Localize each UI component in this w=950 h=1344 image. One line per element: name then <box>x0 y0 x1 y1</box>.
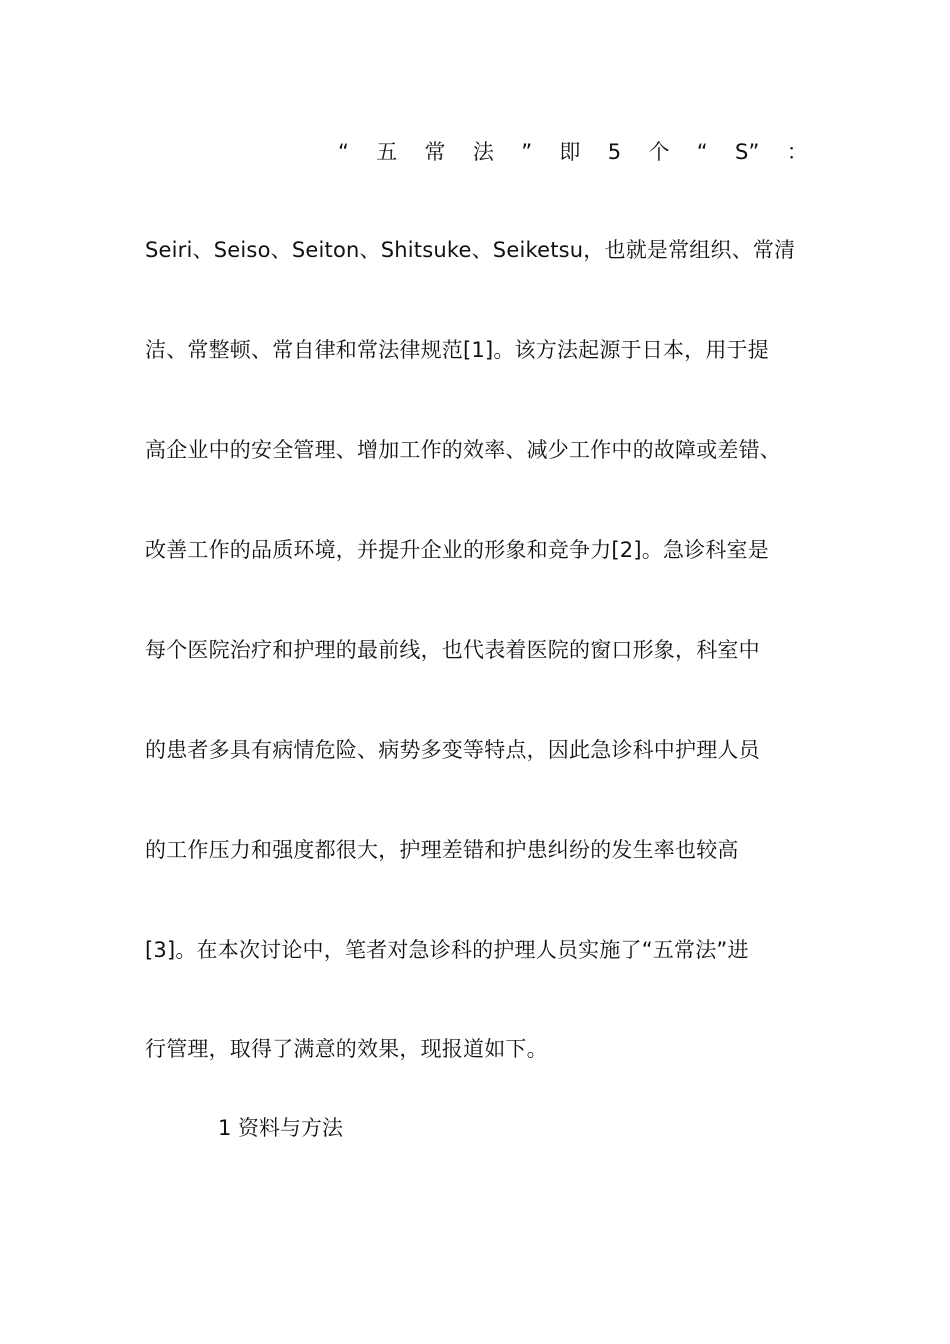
paragraph-line: 每个医院治疗和护理的最前线，也代表着医院的窗口形象，科室中 <box>145 638 760 662</box>
intro-token: 五 <box>376 140 398 164</box>
intro-token: 个 <box>648 140 670 164</box>
paragraph-line: [3]。在本次讨论中，笔者对急诊科的护理人员实施了“五常法”进 <box>145 938 749 962</box>
intro-token: 法 <box>472 140 495 164</box>
paragraph-line: 的工作压力和强度都很大，护理差错和护患纠纷的发生率也较高 <box>145 838 739 862</box>
paragraph-line: 的患者多具有病情危险、病势多变等特点，因此急诊科中护理人员 <box>145 738 760 762</box>
paragraph-line: 行管理，取得了满意的效果，现报道如下。 <box>145 1037 548 1061</box>
intro-token: 即 <box>559 140 581 164</box>
intro-line <box>338 137 808 167</box>
intro-token: S” <box>734 140 760 164</box>
section-heading: 1 资料与方法 <box>218 1116 344 1140</box>
paragraph-line: Seiri、Seiso、Seiton、Shitsuke、Seiketsu，也就是常组织、常清 <box>145 238 796 262</box>
paragraph-line: 改善工作的品质环境，并提升企业的形象和竞争力[2]。急诊科室是 <box>145 538 769 562</box>
intro-token: “ <box>696 140 708 164</box>
intro-token: ” <box>521 140 533 164</box>
paragraph-line: 高企业中的安全管理、增加工作的效率、减少工作中的故障或差错、 <box>145 438 781 462</box>
intro-token: “ <box>338 140 350 164</box>
intro-token: 常 <box>424 140 446 164</box>
intro-token: ： <box>786 140 808 164</box>
paragraph-line: 洁、常整顿、常自律和常法律规范[1]。该方法起源于日本，用于提 <box>145 338 769 362</box>
intro-token: 5 <box>607 140 622 164</box>
